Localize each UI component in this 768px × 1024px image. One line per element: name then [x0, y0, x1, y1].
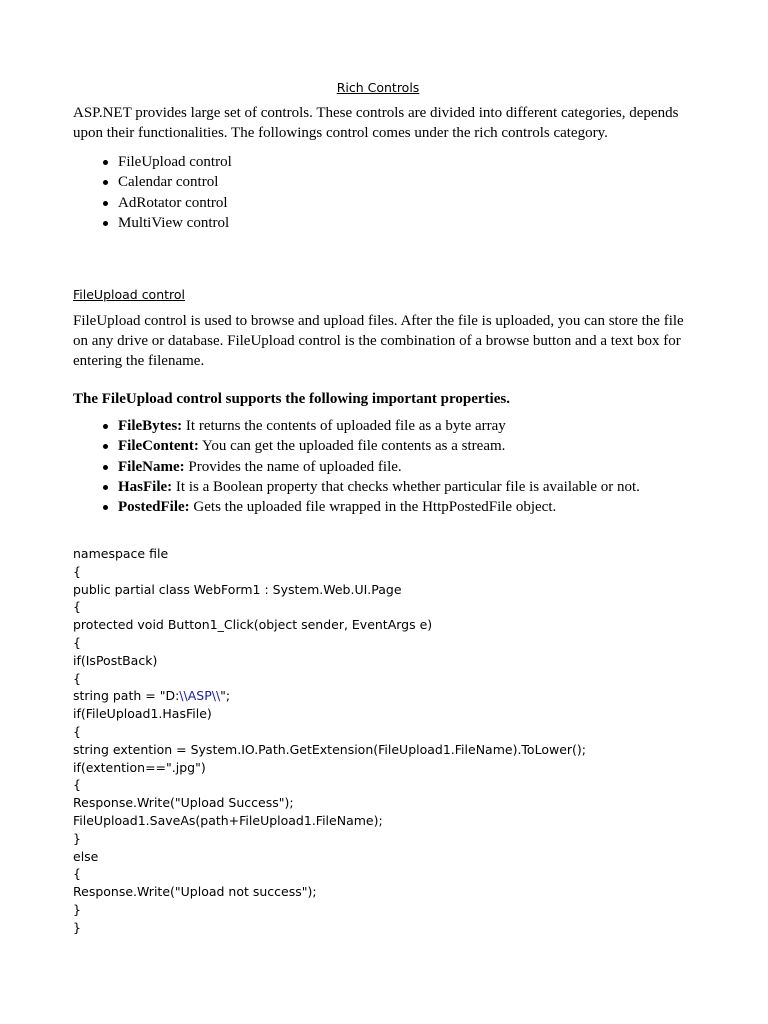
- code-line: Response.Write("Upload Success");: [73, 795, 294, 811]
- code-line: else: [73, 848, 99, 864]
- section-description: FileUpload control is used to browse and upload files. After the file is uploaded, you can store the file on any drive or database. FileUpload control is the combination of a browse button and a text box for entering the filename.: [73, 313, 684, 369]
- property-item: [73, 477, 640, 497]
- intro-paragraph: ASP.NET provides large set of controls. These controls are divided into different categories, depends upon their functionalities. The followings control comes under the rich controls category.: [73, 105, 679, 141]
- property-name: PostedFile:: [118, 499, 190, 516]
- section-heading: FileUpload control: [73, 287, 186, 302]
- property-name: FileContent:: [118, 438, 199, 455]
- code-line: string extention = System.IO.Path.GetExtension(FileUpload1.FileName).ToLower();: [73, 741, 586, 757]
- code-block: [73, 545, 586, 937]
- property-text: It returns the contents of uploaded file as a byte array: [182, 418, 506, 434]
- code-line: protected void Button1_Click(object sender, EventArgs e): [73, 617, 433, 633]
- code-line: {: [73, 866, 81, 882]
- page-title: Rich Controls: [336, 80, 420, 95]
- rich-controls-list: [73, 152, 232, 233]
- code-line: {: [73, 599, 81, 615]
- list-item: MultiView control: [73, 213, 232, 233]
- list-item: Calendar control: [73, 172, 232, 192]
- property-text: Provides the name of uploaded file.: [184, 458, 402, 475]
- list-item: AdRotator control: [73, 193, 232, 213]
- property-item: [73, 457, 640, 477]
- code-line: if(FileUpload1.HasFile): [73, 706, 212, 722]
- code-line: {: [73, 670, 81, 686]
- code-line: }: [73, 830, 81, 846]
- property-name: HasFile:: [118, 478, 173, 495]
- property-item: [73, 416, 640, 436]
- properties-heading: The FileUpload control supports the following important properties.: [73, 391, 510, 407]
- code-fragment: ";: [220, 688, 231, 704]
- code-line: {: [73, 777, 81, 793]
- properties-list: [73, 416, 640, 517]
- property-text: You can get the uploaded file contents as a stream.: [198, 438, 506, 455]
- code-line: Response.Write("Upload not success");: [73, 884, 317, 900]
- code-line: {: [73, 634, 81, 650]
- code-line: public partial class WebForm1 : System.Web.UI.Page: [73, 581, 402, 597]
- list-item: FileUpload control: [73, 152, 232, 172]
- code-line: }: [73, 919, 81, 935]
- code-fragment: string path = "D:: [73, 688, 180, 704]
- code-line: if(extention==".jpg"): [73, 759, 206, 775]
- code-line: }: [73, 901, 81, 917]
- code-line: namespace file: [73, 546, 169, 561]
- property-text: It is a Boolean property that checks whether particular file is available or not.: [172, 478, 640, 495]
- code-line: if(IsPostBack): [73, 652, 158, 668]
- code-line: FileUpload1.SaveAs(path+FileUpload1.FileName);: [73, 812, 383, 828]
- code-link-fragment: \\ASP\\: [179, 688, 221, 704]
- code-line: {: [73, 723, 81, 739]
- property-item: [73, 436, 640, 456]
- property-name: FileBytes:: [118, 418, 183, 434]
- property-item: [73, 497, 640, 517]
- property-text: Gets the uploaded file wrapped in the HttpPostedFile object.: [189, 499, 557, 516]
- code-line: {: [73, 563, 81, 579]
- property-name: FileName:: [118, 458, 185, 475]
- code-line: [73, 687, 586, 705]
